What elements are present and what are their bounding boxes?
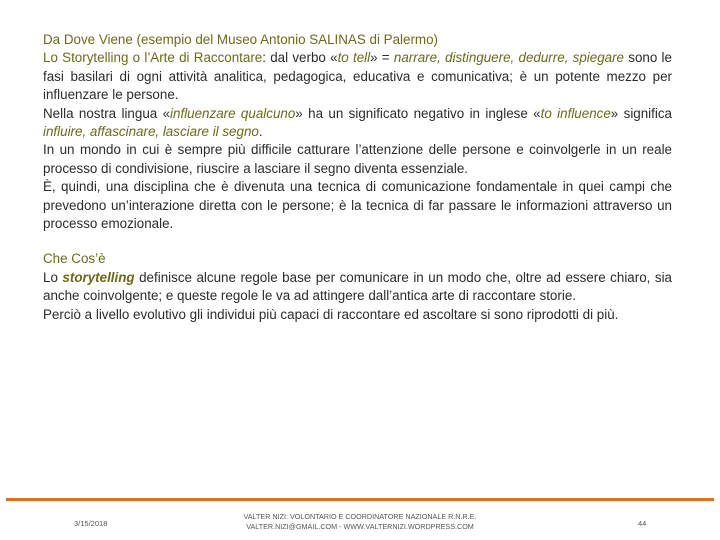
text-run: sono le fasi basilari di ogni attività analitica, pedagogica, educativa e comunicativa; è un potente mezzo per influenzare le persone. [43, 50, 672, 103]
footer-divider [6, 498, 714, 501]
text-run: Nella nostra lingua « [43, 105, 171, 121]
text-run: Lo [43, 269, 63, 285]
paragraph-discipline: È, quindi, una disciplina che è divenuta una tecnica di comunicazione fondamentale in quei campi che prevedono un’interazione diretta con le persone; è la tecnica di far passare le informazioni attraverso un processo emozionale. [43, 179, 672, 232]
term-to-influence: to influence [540, 105, 611, 121]
text-run: » significa [610, 105, 672, 121]
paragraph-attention: In un mondo in cui è sempre più difficile catturare l’attenzione delle persone e coinvolgerle in un reale processo di condivisione, riuscire a lasciare il segno diventa essenziale. [43, 142, 672, 176]
spacer [43, 233, 672, 250]
paragraph-storytelling-definition [43, 49, 672, 104]
slide-footer [0, 492, 720, 540]
paragraph-rules [43, 269, 672, 306]
term-storytelling: storytelling [62, 269, 135, 285]
term-phases: narrare, distinguere, dedurre, spiegare [393, 50, 625, 66]
term-to-tell: to tell [337, 50, 371, 66]
term-arte-di-raccontare: Lo Storytelling o l’Arte di Raccontare [43, 50, 263, 66]
footer-date: 3/15/2018 [74, 519, 108, 528]
text-run: definisce alcune regole base per comunicare in un modo che, oltre ad essere chiaro, sia anche coinvolgente; e queste regole le va ad attingere dall’antica arte di raccontare storie. [43, 269, 672, 304]
page-number: 44 [638, 519, 647, 528]
slide-content [43, 31, 672, 324]
footer-credits-line2: VALTER.NIZI@GMAIL.COM - WWW.VALTERNIZI.WORDPRESS.COM [246, 522, 474, 531]
text-run: » ha un significato negativo in inglese « [295, 105, 541, 121]
text-run: » = [370, 50, 394, 66]
text-run: : dal verbo « [262, 50, 338, 66]
text-run: . [258, 124, 263, 140]
paragraph-evolution: Perciò a livello evolutivo gli individui più capaci di raccontare ed ascoltare si sono riprodotti di più. [43, 306, 619, 322]
section-heading-origin: Da Dove Viene (esempio del Museo Antonio SALINAS di Palermo) [43, 32, 438, 47]
term-influenzare: influenzare qualcuno [170, 105, 296, 121]
section-heading-what: Che Cos’è [43, 251, 106, 267]
footer-credits [200, 512, 520, 532]
footer-credits-line1: VALTER NIZI: VOLONTARIO E COORDINATORE NAZIONALE R.N.R.E. [243, 512, 477, 521]
term-influire: influire, affascinare, lasciare il segno [43, 124, 259, 140]
paragraph-influence [43, 105, 672, 142]
